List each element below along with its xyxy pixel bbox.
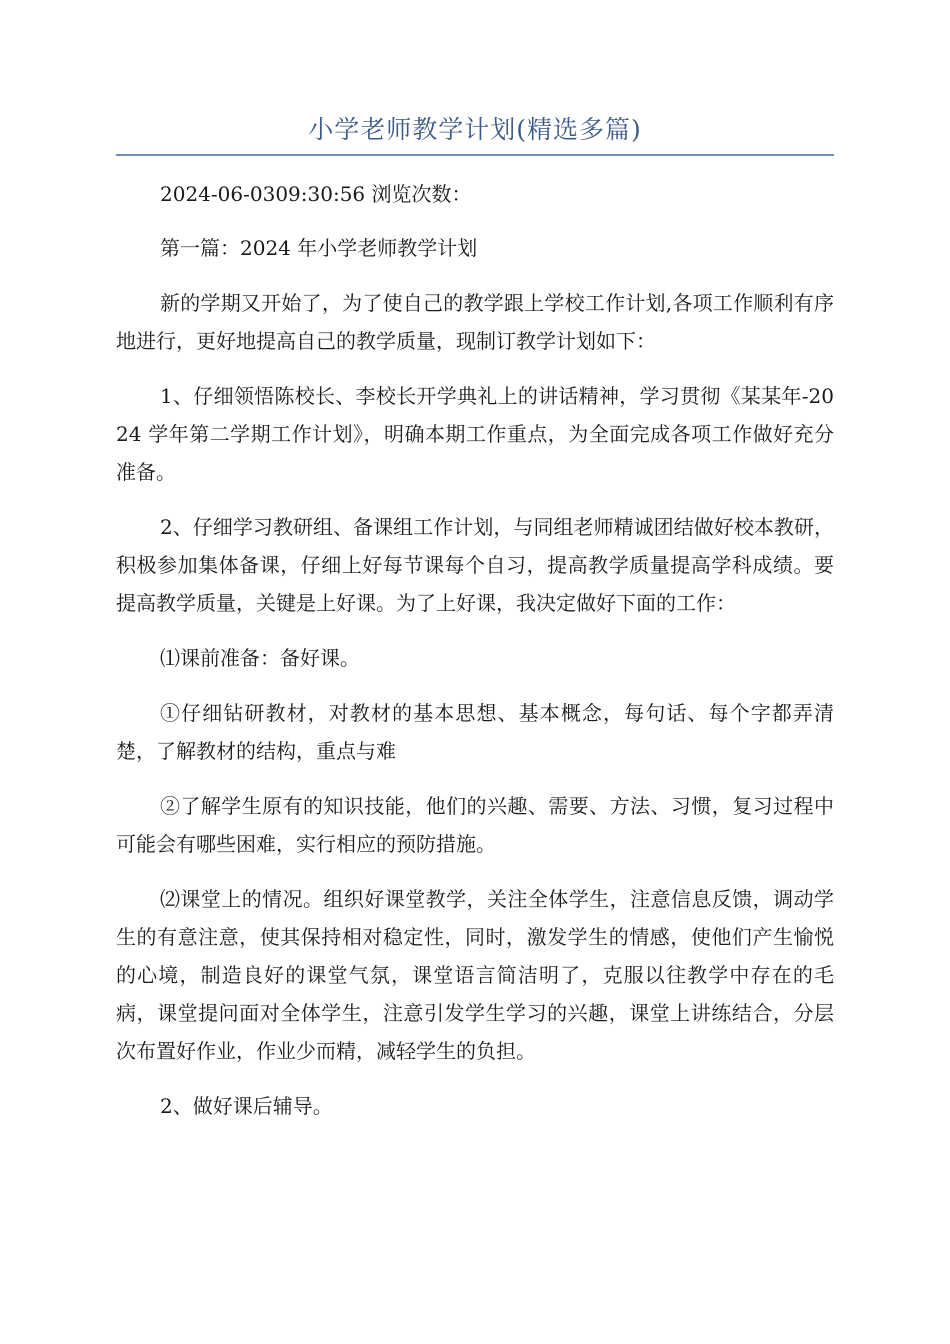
paragraph-item-2: 2、仔细学习教研组、备课组工作计划，与同组老师精诚团结做好校本教研，积极参加集体备课，仔细上好每节课每个自习，提高教学质量提高学科成绩。要提高教学质量，关键是上好课。为了上好课，我决定做好下面的工作：	[116, 515, 834, 615]
title-underline	[116, 154, 834, 156]
paragraph-subitem-prep: ⑴课前准备：备好课。	[160, 646, 360, 670]
paragraph-point-2: ②了解学生原有的知识技能，他们的兴趣、需要、方法、习惯，复习过程中可能会有哪些困难，实行相应的预防措施。	[116, 794, 834, 856]
document-body	[116, 175, 834, 1142]
paragraph-item-after-class: 2、做好课后辅导。	[160, 1094, 333, 1118]
paragraph-intro: 新的学期又开始了，为了使自己的教学跟上学校工作计划,各项工作顺利有序地进行，更好地提高自己的教学质量，现制订教学计划如下：	[116, 291, 834, 353]
paragraph-subitem-class: ⑵课堂上的情况。组织好课堂教学，关注全体学生，注意信息反馈，调动学生的有意注意，使其保持相对稳定性，同时，激发学生的情感，使他们产生愉悦的心境，制造良好的课堂气氛，课堂语言简洁明了，克服以往教学中存在的毛病，课堂提问面对全体学生，注意引发学生学习的兴趣，课堂上讲练结合，分层次布置好作业，作业少而精，减轻学生的负担。	[116, 887, 834, 1063]
paragraph-point-1: ①仔细钻研教材，对教材的基本思想、基本概念，每句话、每个字都弄清楚，了解教材的结构，重点与难	[116, 701, 834, 763]
paragraph-item-1: 1、仔细领悟陈校长、李校长开学典礼上的讲话精神，学习贯彻《某某年-2024 学年第二学期工作计划》，明确本期工作重点，为全面完成各项工作做好充分准备。	[116, 384, 834, 484]
document-title: 小学老师教学计划(精选多篇)	[308, 115, 642, 144]
publish-meta: 2024-06-0309:30:56 浏览次数：	[160, 182, 472, 206]
paragraph-section-heading: 第一篇：2024 年小学老师教学计划	[160, 236, 478, 260]
